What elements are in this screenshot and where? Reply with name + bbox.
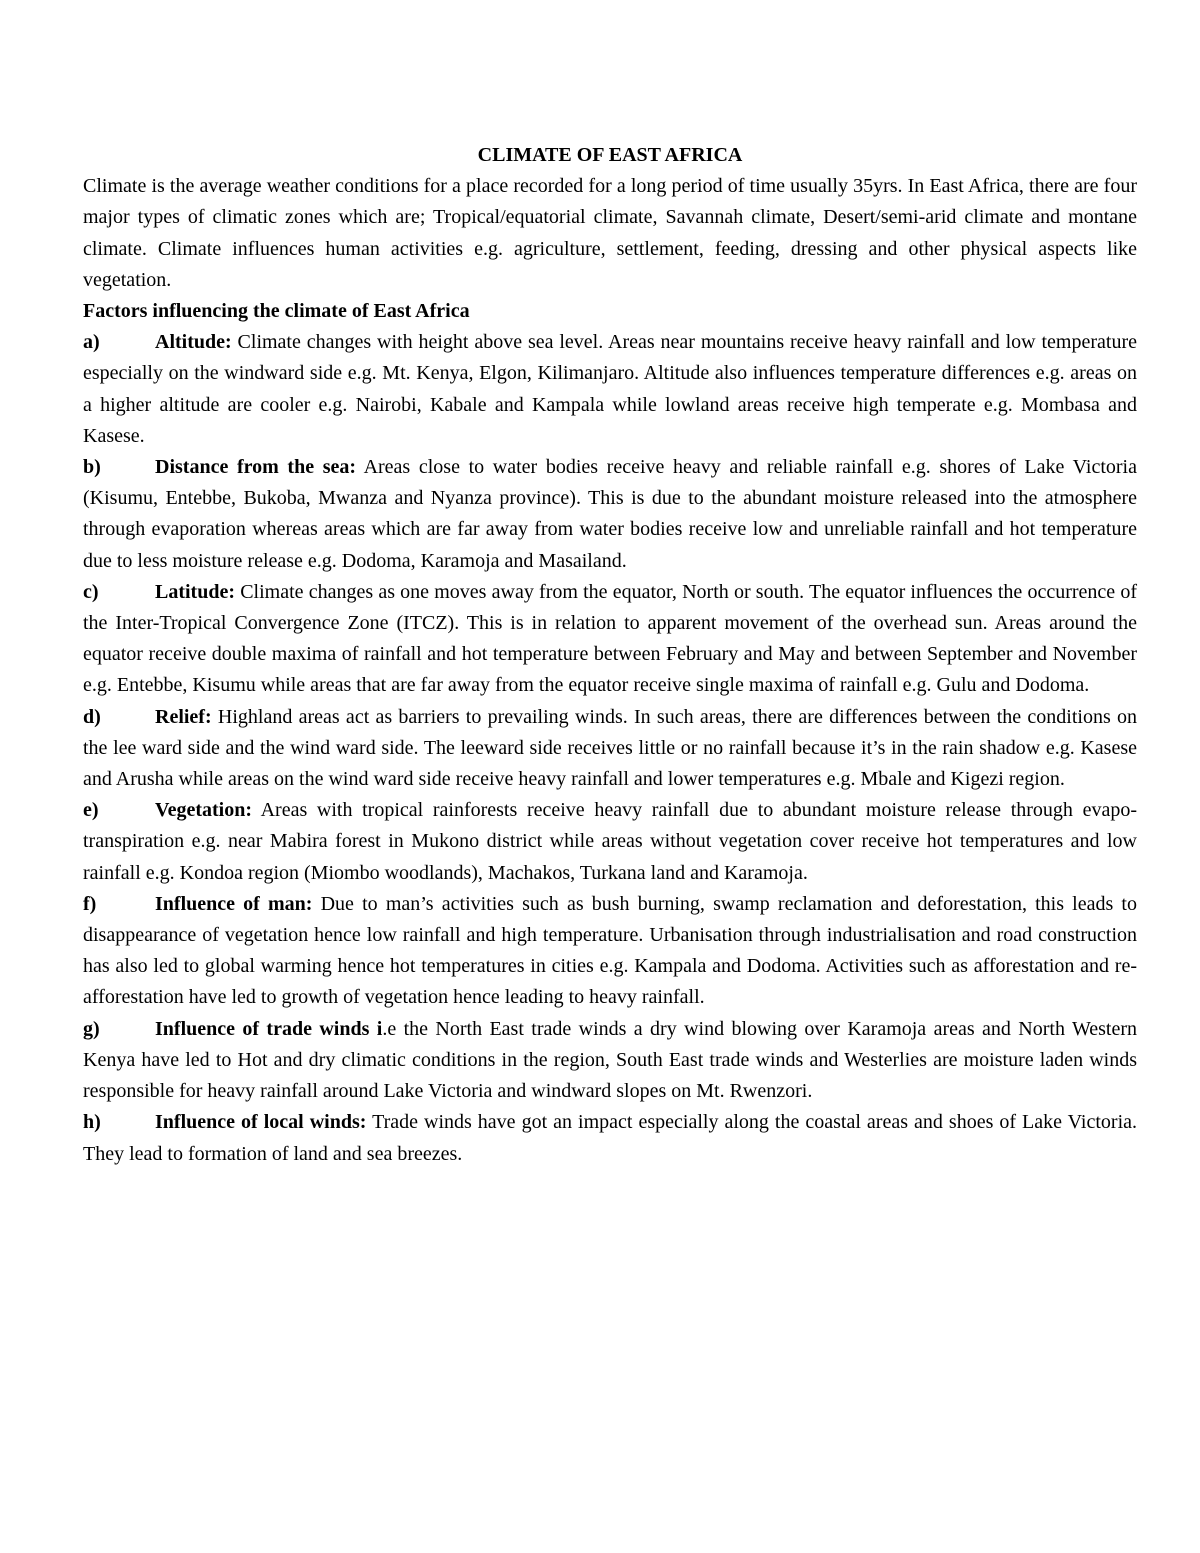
factor-text: Due to man’s activities such as bush burning, swamp reclamation and deforestation, this leads to disappearance of vegetation hence low rainfall and high temperature. Urbanisation through industrialisation and road construction has also led to global warming hence hot temperatures in cities e.g. Kampala and Dodoma. Activities such as afforestation and re-afforestation have led to growth of vegetation hence leading to heavy rainfall. xyxy=(83,892,1137,1009)
factor-letter: e) xyxy=(83,799,99,822)
factor-trade-winds xyxy=(83,1014,1137,1108)
intro-paragraph: Climate is the average weather conditions for a place recorded for a long period of time usually 35yrs. In East Africa, there are four major types of climatic zones which are; Tropical/equatorial climate, Savannah climate, Desert/semi-arid climate and montane climate. Climate influences human activities e.g. agriculture, settlement, feeding, dressing and other physical aspects like vegetation. xyxy=(83,175,1137,291)
factor-letter: d) xyxy=(83,705,101,728)
factor-altitude xyxy=(83,327,1137,452)
factor-text: Areas close to water bodies receive heavy and reliable rainfall e.g. shores of Lake Victoria (Kisumu, Entebbe, Bukoba, Mwanza and Nyanza province). This is due to the abundant moisture released into the atmosphere through evaporation whereas areas which are far away from water bodies receive low and unreliable rainfall and hot temperature due to less moisture release e.g. Dodoma, Karamoja and Masailand. xyxy=(83,456,1137,572)
factor-text: Trade winds have got an impact especially along the coastal areas and shoes of Lake Victoria. They lead to formation of land and sea breezes. xyxy=(83,1111,1138,1165)
factor-text: Highland areas act as barriers to prevailing winds. In such areas, there are differences between the conditions on the lee ward side and the wind ward side. The leeward side receives little or no rainfall because it’s in the rain shadow e.g. Kasese and Arusha while areas on the wind ward side receive heavy rainfall and lower temperatures e.g. Mbale and Kigezi region. xyxy=(83,705,1137,791)
section-heading: Factors influencing the climate of East Africa xyxy=(83,300,470,323)
factor-text: .e the North East trade winds a dry wind blowing over Karamoja areas and North Western Kenya have led to Hot and dry climatic conditions in the region, South East trade winds and Westerlies are moisture laden winds responsible for heavy rainfall around Lake Victoria and windward slopes on Mt. Rwenzori. xyxy=(83,1017,1137,1103)
document-title: CLIMATE OF EAST AFRICA xyxy=(477,144,743,166)
factor-latitude xyxy=(83,577,1137,702)
factor-local-winds xyxy=(83,1107,1137,1169)
factor-text: Climate changes as one moves away from the equator, North or south. The equator influences the occurrence of the Inter-Tropical Convergence Zone (ITCZ). This is in relation to apparent movement of the overhead sun. Areas around the equator receive double maxima of rainfall and hot temperature between February and May and between September and November e.g. Entebbe, Kisumu while areas that are far away from the equator receive single maxima of rainfall e.g. Gulu and Dodoma. xyxy=(83,580,1137,697)
factor-relief xyxy=(83,702,1137,796)
factor-letter: f) xyxy=(83,892,97,915)
document-page xyxy=(83,140,1137,1170)
factor-term: Influence of man: xyxy=(155,892,313,915)
factor-term: Influence of trade winds i xyxy=(155,1017,383,1040)
factor-letter: b) xyxy=(83,456,101,479)
factor-term: Latitude: xyxy=(155,580,235,603)
factor-text: Areas with tropical rainforests receive heavy rainfall due to abundant moisture release through evapo-transpiration e.g. near Mabira forest in Mukono district while areas without vegetation cover receive hot temperatures and low rainfall e.g. Kondoa region (Miombo woodlands), Machakos, Turkana land and Karamoja. xyxy=(83,799,1137,884)
factor-letter: g) xyxy=(83,1017,100,1040)
factor-vegetation xyxy=(83,795,1137,889)
factor-letter: c) xyxy=(83,580,99,603)
factor-letter: a) xyxy=(83,331,100,354)
factor-term: Relief: xyxy=(155,705,212,728)
factor-text: Climate changes with height above sea level. Areas near mountains receive heavy rainfall and low temperature especially on the windward side e.g. Mt. Kenya, Elgon, Kilimanjaro. Altitude also influences temperature differences e.g. areas on a higher altitude are cooler e.g. Nairobi, Kabale and Kampala while lowland areas receive high temperate e.g. Mombasa and Kasese. xyxy=(83,331,1137,447)
factor-term: Distance from the sea: xyxy=(155,456,357,479)
factor-term: Altitude: xyxy=(155,331,232,354)
factor-influence-of-man xyxy=(83,889,1137,1014)
factor-letter: h) xyxy=(83,1111,101,1134)
factor-term: Influence of local winds: xyxy=(155,1111,367,1134)
factor-term: Vegetation: xyxy=(155,799,253,822)
factor-distance-from-sea xyxy=(83,452,1137,577)
